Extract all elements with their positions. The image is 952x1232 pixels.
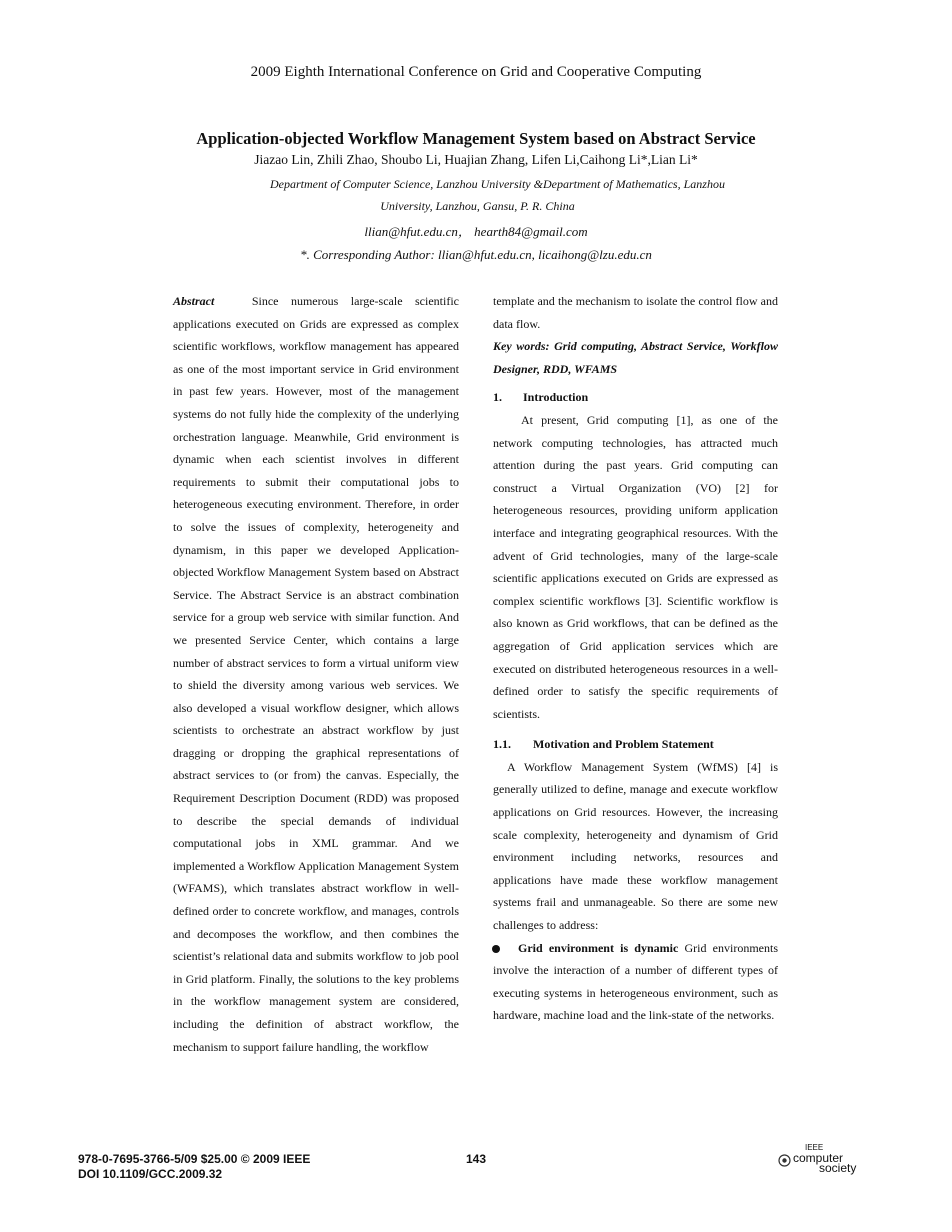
subsection-number: 1.1. (493, 737, 511, 752)
abstract-text: Since numerous large-scale scientific applications executed on Grids are expressed as complex scientific workflows, workflow management has appeared as one of the most important service in Grid environment in past few years. However, most of the management systems do not fully hide the complexity of the underlying orchestration language. Meanwhile, Grid environment is dynamic when each scientist involves in different requirements to submit their computational jobs to heterogeneous executing environment. Therefore, in order to solve the issues of complexity, heterogeneity and dynamism, in this paper we developed Application- objected Workflow Management System based on Abstract Service. The Abstract Service is an abstract combination service for a group web service with similar function. And we presented Service Center, which contains a large number of abstract services to form a virtual uniform view to shield the diversity among various web services. We also developed a visual workflow designer, which allows scientists to orchestrate an abstract workflow by just dragging or dropping the graphical representations of abstract services to (or from) the canvas. Especially, the Requirement Description Document (RDD) was proposed to describe the special demands of individual computational jobs in XML grammar. And we implemented a Workflow Application Management System (WFAMS), which translates abstract workflow in well-defined order to concrete workflow, and manages, controls and decomposes the workflow, and then combines the scientist’s relational data and submits workflow to job pool in Grid platform. Finally, the solutions to the key problems in the workflow management system are considered, including the definition of abstract workflow, the mechanism to support failure handling, the workflow (173, 294, 459, 1054)
affiliation-line-2: University, Lanzhou, Gansu, P. R. China (380, 199, 575, 213)
author-emails: llian@hfut.edu.cn， hearth84@gmail.com (364, 224, 588, 239)
author-list: Jiazao Lin, Zhili Zhao, Shoubo Li, Huajian Zhang, Lifen Li,Caihong Li*,Lian Li* (254, 152, 698, 167)
logo-computer-text: computer (793, 1151, 844, 1165)
affiliation-line-1: Department of Computer Science, Lanzhou University &Department of Mathematics, Lanzhou (270, 177, 725, 191)
footer-copyright (78, 1152, 310, 1182)
abstract-column (173, 290, 459, 1058)
paper-title: Application-objected Workflow Management System based on Abstract Service (196, 129, 756, 148)
conference-header: 2009 Eighth International Conference on Grid and Cooperative Computing (250, 64, 702, 80)
abstract-label: Abstract (173, 294, 215, 308)
section-title: Introduction (523, 390, 589, 405)
section-heading-introduction (493, 386, 778, 409)
footer-isbn: 978-0-7695-3766-5/09 $25.00 © 2009 IEEE (78, 1152, 311, 1166)
introduction-paragraph: At present, Grid computing [1], as one of the network computing technologies, has attracted much attention during the past years. Grid computing can construct a Virtual Organization (VO) [2] for heterogeneous resources, providing uniform application interface and integrating geographical resources. With the advent of Grid technologies, many of the large-scale scientific applications executed on Grids are expressed as complex scientific workflows [3]. Scientific workflow is also known as Grid workflows, that can be defined as the aggregation of Grid application services which are executed on distributed heterogeneous resources in a well-defined order to satisfy the specific requirements of scientists. (493, 412, 778, 721)
subsection-title: Motivation and Problem Statement (533, 737, 714, 752)
bullet-item (493, 937, 778, 1027)
logo-society-text: society (819, 1161, 857, 1175)
subsection-heading-motivation (493, 733, 778, 756)
bullet-icon (492, 945, 500, 953)
bullet-text: Grid environments involve the interaction of a number of different types of executing systems in heterogeneous environment, such as hardware, machine load and the link-state of the networks. (493, 940, 778, 1023)
page-number: 143 (466, 1152, 487, 1166)
motivation-paragraph: A Workflow Management System (WfMS) [4] is generally utilized to define, manage and execute workflow applications on Grid resources. However, the increasing scale complexity, heterogeneity and dynamism of Grid environment including networks, resources and applications have made these workflow management systems frail and unmanageable. So there are some new challenges to address: (493, 759, 778, 933)
ieee-computer-society-logo (778, 1144, 868, 1178)
footer-doi: DOI 10.1109/GCC.2009.32 (78, 1167, 223, 1181)
logo-ieee-text: IEEE (805, 1143, 824, 1152)
section-number: 1. (493, 390, 502, 405)
bullet-label: Grid environment is dynamic (518, 940, 679, 955)
abstract-continuation: template and the mechanism to isolate the control flow and data flow. (493, 294, 778, 331)
corresponding-author: *. Corresponding Author: llian@hfut.edu.cn, licaihong@lzu.edu.cn (300, 247, 652, 262)
ieee-logo-icon (778, 1154, 791, 1167)
keywords: Key words: Grid computing, Abstract Service, Workflow Designer, RDD, WFAMS (493, 339, 778, 376)
right-column (493, 290, 778, 1027)
